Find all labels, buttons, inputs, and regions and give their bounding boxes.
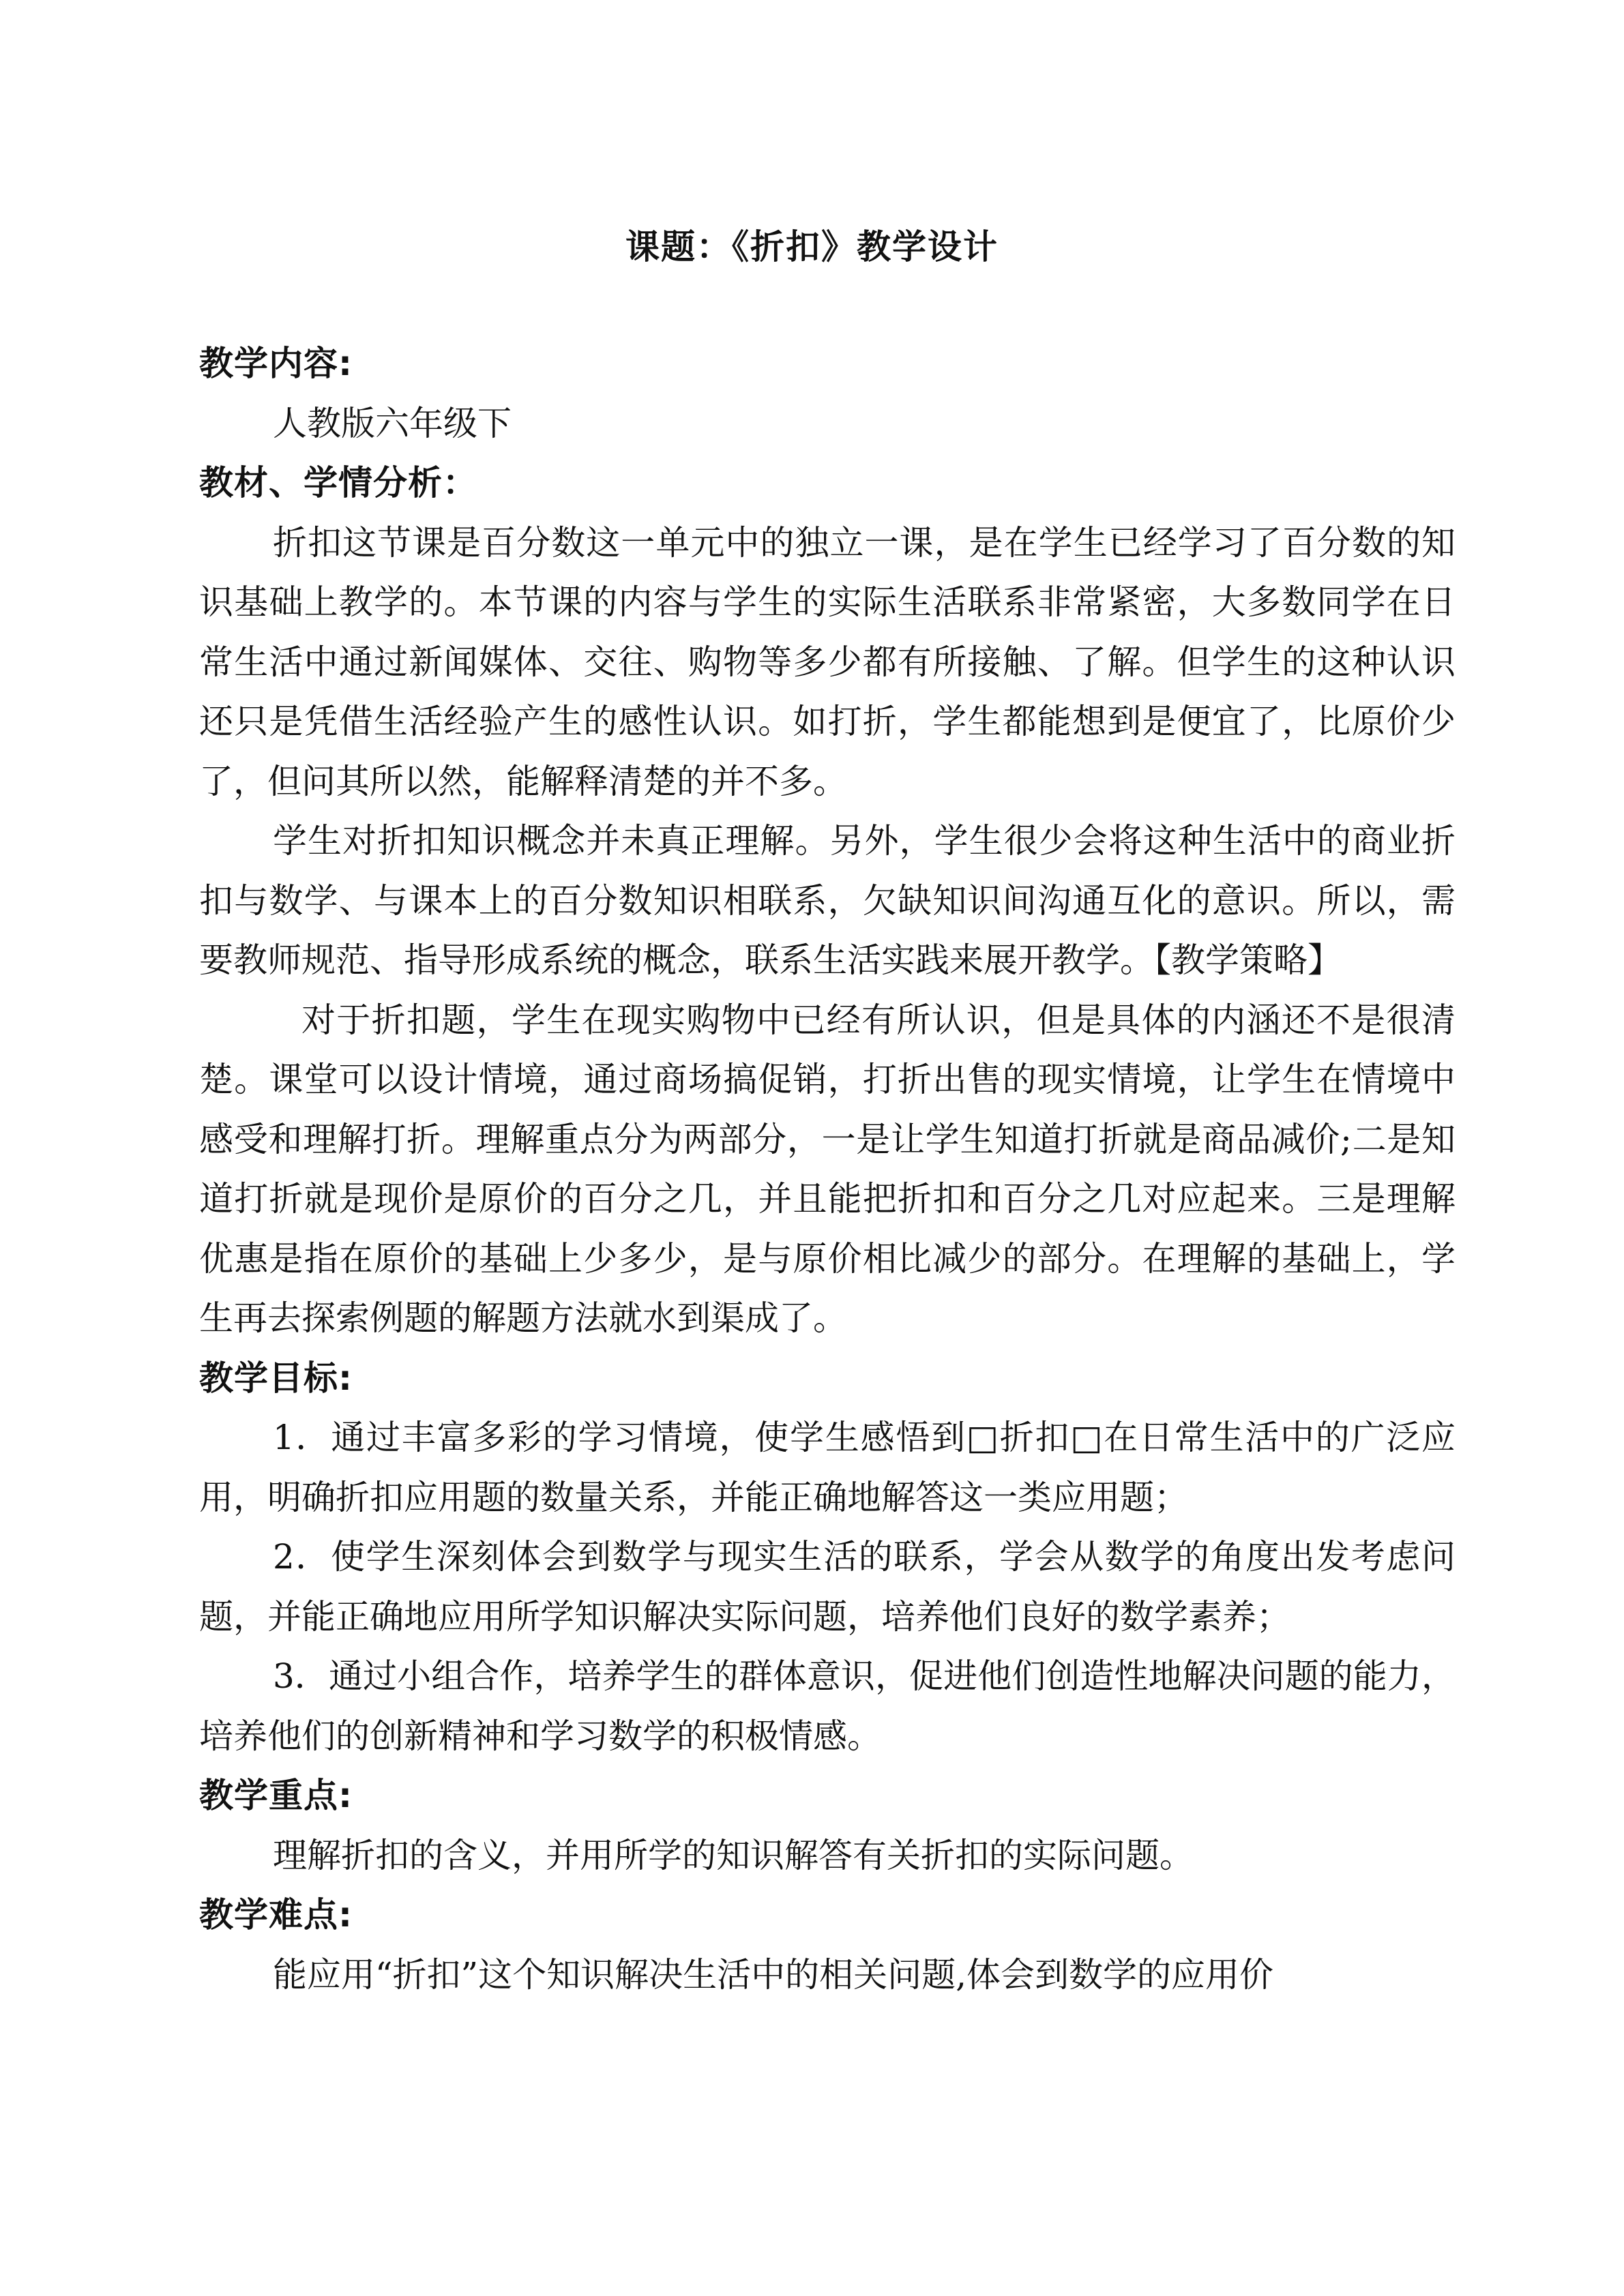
goal-item-2: 2．使学生深刻体会到数学与现实生活的联系，学会从数学的角度出发考虑问题，并能正确地应用所学知识解决实际问题，培养他们良好的数学素养；: [199, 1537, 1456, 1637]
strategy-paragraph: 对于折扣题，学生在现实购物中已经有所认识，但是具体的内涵还不是很清楚。课堂可以设计情境，通过商场搞促销，打折出售的现实情境，让学生在情境中感受和理解打折。理解重点分为两部分，一是让学生知道打折就是商品减价;二是知道打折就是现价是原价的百分之几，并且能把折扣和百分之几对应起来。三是理解优惠是指在原价的基础上少多少，是与原价相比减少的部分。在理解的基础上，学生再去探索例题的解题方法就水到渠成了。: [199, 1000, 1456, 1338]
goal-item-1: 1．通过丰富多彩的学习情境，使学生感悟到□折扣□在日常生活中的广泛应用，明确折扣应用题的数量关系，并能正确地解答这一类应用题；: [199, 1418, 1456, 1517]
content-text: 人教版六年级下: [273, 403, 512, 443]
section-heading-key-points: 教学重点:: [199, 1776, 353, 1815]
difficulties-text: 能应用“折扣”这个知识解决生活中的相关问题,体会到数学的应用价: [273, 1954, 1274, 1995]
key-points-text: 理解折扣的含义，并用所学的知识解答有关折扣的实际问题。: [273, 1835, 1194, 1875]
section-heading-analysis: 教材、学情分析：: [199, 463, 477, 503]
document-title: 课题：《折扣》教学设计: [625, 227, 999, 267]
section-heading-content: 教学内容:: [199, 344, 353, 383]
section-heading-goals: 教学目标:: [199, 1358, 353, 1398]
section-heading-difficulties: 教学难点:: [199, 1895, 353, 1935]
document-body: [199, 334, 1456, 2005]
goal-item-3: 3．通过小组合作，培养学生的群体意识，促进他们创造性地解决问题的能力，培养他们的创新精神和学习数学的积极情感。: [199, 1656, 1456, 1756]
analysis-paragraph-1: 折扣这节课是百分数这一单元中的独立一课，是在学生已经学习了百分数的知识基础上教学的。本节课的内容与学生的实际生活联系非常紧密，大多数同学在日常生活中通过新闻媒体、交往、购物等多少都有所接触、了解。但学生的这种认识还只是凭借生活经验产生的感性认识。如打折，学生都能想到是便宜了，比原价少了，但问其所以然，能解释清楚的并不多。: [199, 522, 1456, 801]
analysis-paragraph-2: 学生对折扣知识概念并未真正理解。另外，学生很少会将这种生活中的商业折扣与数学、与课本上的百分数知识相联系，欠缺知识间沟通互化的意识。所以，需要教师规范、指导形成系统的概念，联系生活实践来展开教学。【教学策略】: [199, 821, 1456, 980]
